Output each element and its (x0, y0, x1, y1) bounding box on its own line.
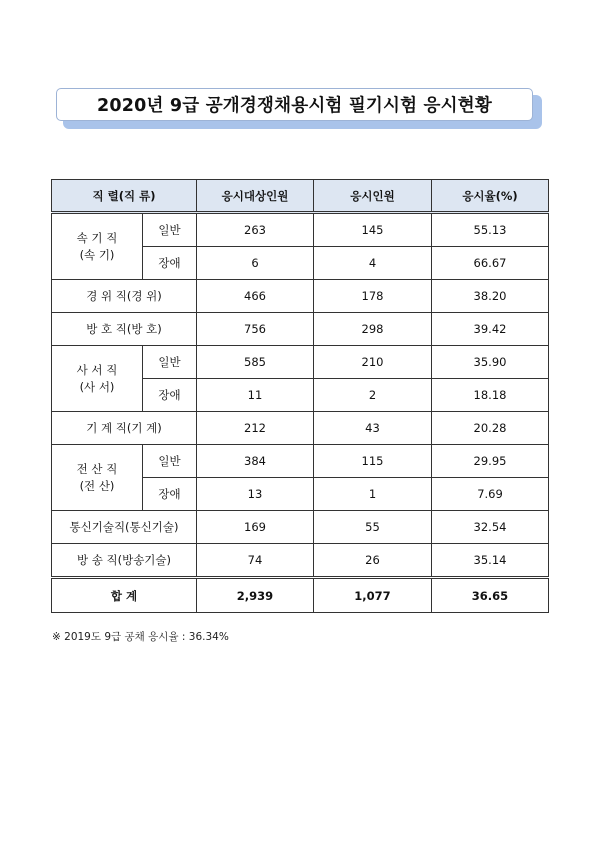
target-cell: 756 (197, 313, 314, 346)
footnote: ※ 2019도 9급 공채 응시율 : 36.34% (52, 631, 229, 643)
total-applied: 1,077 (314, 578, 432, 613)
total-rate: 36.65 (432, 578, 549, 613)
header-application-rate: 응시율(%) (432, 180, 549, 213)
table-row (52, 280, 549, 313)
applied-cell: 2 (314, 379, 432, 412)
job-name: 속 기 직 (76, 230, 118, 245)
applied-cell: 145 (314, 213, 432, 247)
header-row (52, 180, 549, 213)
job-subname: (전 산) (79, 478, 115, 493)
job-name-cell: 통신기술직(통신기술) (52, 511, 197, 544)
applied-cell: 26 (314, 544, 432, 578)
table-row (52, 445, 549, 478)
rate-cell: 66.67 (432, 247, 549, 280)
table-row (52, 213, 549, 247)
job-subname: (사 서) (79, 379, 115, 394)
job-subname: (속 기) (79, 247, 115, 262)
header-target-count: 응시대상인원 (197, 180, 314, 213)
type-cell: 일반 (143, 445, 197, 478)
table-row (52, 346, 549, 379)
rate-cell: 7.69 (432, 478, 549, 511)
type-cell: 일반 (143, 346, 197, 379)
rate-cell: 18.18 (432, 379, 549, 412)
header-applicant-count: 응시인원 (314, 180, 432, 213)
target-cell: 263 (197, 213, 314, 247)
type-cell: 장애 (143, 247, 197, 280)
job-name: 사 서 직 (76, 362, 118, 377)
rate-cell: 39.42 (432, 313, 549, 346)
applied-cell: 1 (314, 478, 432, 511)
total-target: 2,939 (197, 578, 314, 613)
rate-cell: 29.95 (432, 445, 549, 478)
target-cell: 384 (197, 445, 314, 478)
rate-cell: 35.90 (432, 346, 549, 379)
job-name-cell (52, 213, 143, 280)
total-label: 합 계 (52, 578, 197, 613)
page-title: 2020년 9급 공개경쟁채용시험 필기시험 응시현황 (56, 88, 533, 121)
target-cell: 169 (197, 511, 314, 544)
job-name-cell (52, 445, 143, 511)
job-name: 전 산 직 (76, 461, 118, 476)
applied-cell: 43 (314, 412, 432, 445)
rate-cell: 35.14 (432, 544, 549, 578)
job-name-cell: 방 호 직(방 호) (52, 313, 197, 346)
job-name-cell: 방 송 직(방송기술) (52, 544, 197, 578)
type-cell: 장애 (143, 379, 197, 412)
target-cell: 466 (197, 280, 314, 313)
applied-cell: 298 (314, 313, 432, 346)
applied-cell: 4 (314, 247, 432, 280)
header-job-category: 직 렬(직 류) (52, 180, 197, 213)
rate-cell: 32.54 (432, 511, 549, 544)
job-name-cell: 기 계 직(기 계) (52, 412, 197, 445)
table-row (52, 511, 549, 544)
rate-cell: 20.28 (432, 412, 549, 445)
target-cell: 74 (197, 544, 314, 578)
table-row (52, 412, 549, 445)
target-cell: 6 (197, 247, 314, 280)
job-name-cell: 경 위 직(경 위) (52, 280, 197, 313)
table-row (52, 313, 549, 346)
target-cell: 11 (197, 379, 314, 412)
rate-cell: 55.13 (432, 213, 549, 247)
applied-cell: 115 (314, 445, 432, 478)
applied-cell: 178 (314, 280, 432, 313)
type-cell: 장애 (143, 478, 197, 511)
rate-cell: 38.20 (432, 280, 549, 313)
total-row (52, 578, 549, 613)
exam-stats-table (51, 179, 549, 613)
target-cell: 13 (197, 478, 314, 511)
type-cell: 일반 (143, 213, 197, 247)
job-name-cell (52, 346, 143, 412)
target-cell: 212 (197, 412, 314, 445)
table-row (52, 544, 549, 578)
target-cell: 585 (197, 346, 314, 379)
applied-cell: 55 (314, 511, 432, 544)
applied-cell: 210 (314, 346, 432, 379)
